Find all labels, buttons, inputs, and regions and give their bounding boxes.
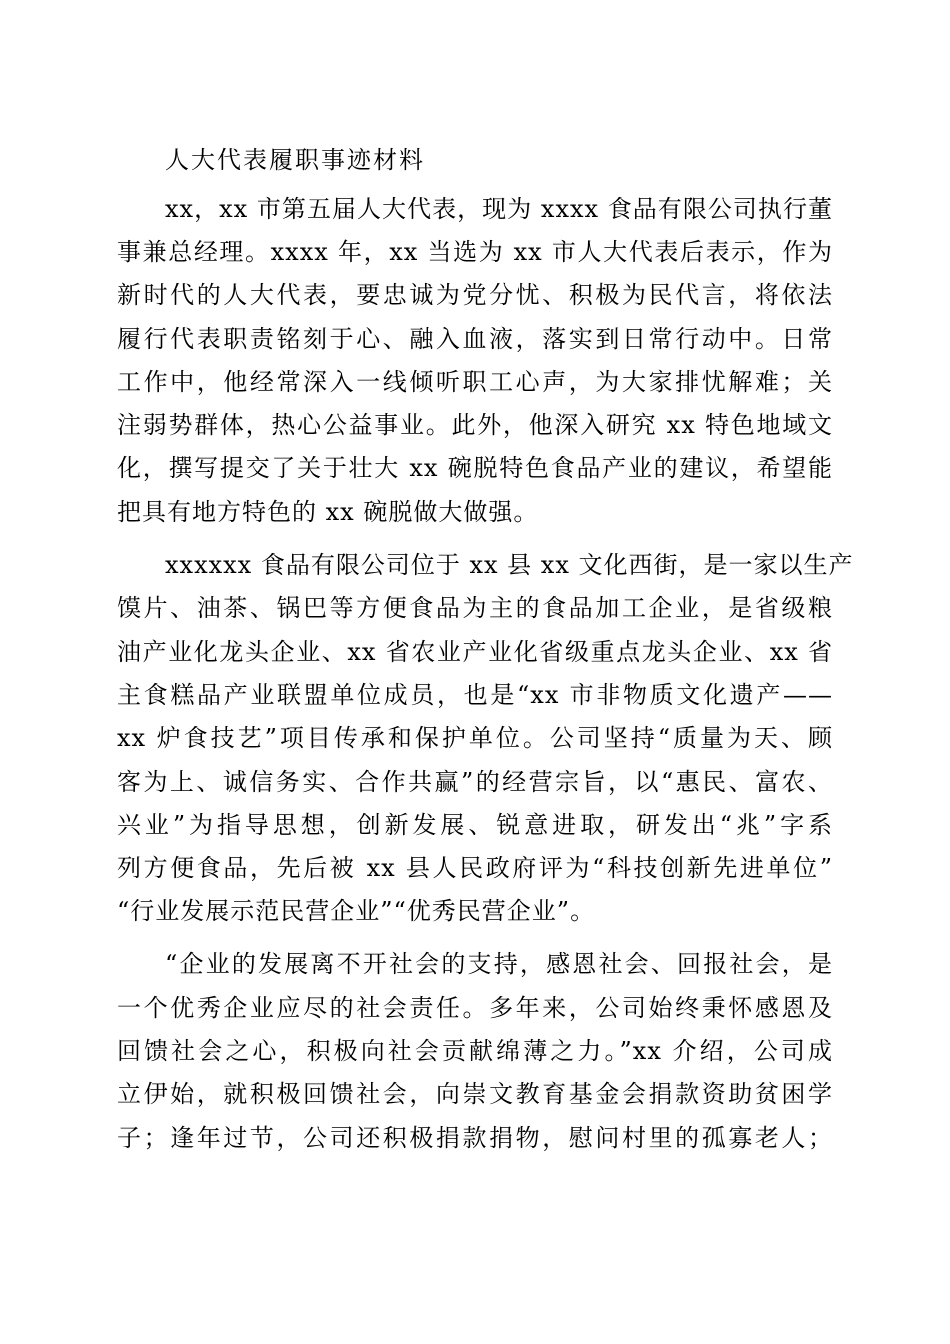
paragraph-2-line-6: 客为上、诚信务实、合作共赢”的经营宗旨，以“惠民、富农、 xyxy=(117,768,833,796)
paragraph-1-line-5: 工作中，他经常深入一线倾听职工心声，为大家排忧解难；关 xyxy=(117,368,833,396)
paragraph-1-line-1: xx，xx 市第五届人大代表，现为 xxxx 食品有限公司执行董 xyxy=(165,195,833,223)
paragraph-3-line-2: 一个优秀企业应尽的社会责任。多年来，公司始终秉怀感恩及 xyxy=(117,994,833,1022)
paragraph-1-line-3: 新时代的人大代表，要忠诚为党分忧、积极为民代言，将依法 xyxy=(117,281,833,309)
paragraph-2-line-1: xxxxxx 食品有限公司位于 xx 县 xx 文化西街，是一家以生产 xyxy=(165,551,854,579)
paragraph-3-line-3: 回馈社会之心，积极向社会贡献绵薄之力。”xx 介绍，公司成 xyxy=(117,1037,833,1065)
paragraph-2-line-5: xx 炉食技艺”项目传承和保护单位。公司坚持“质量为天、顾 xyxy=(117,724,833,752)
document-title: 人大代表履职事迹材料 xyxy=(165,146,425,174)
paragraph-1-line-8: 把具有地方特色的 xx 碗脱做大做强。 xyxy=(117,498,539,526)
paragraph-1-line-6: 注弱势群体，热心公益事业。此外，他深入研究 xx 特色地域文 xyxy=(117,411,833,439)
paragraph-2-line-9: “行业发展示范民营企业”“优秀民营企业”。 xyxy=(117,897,596,925)
paragraph-2-line-2: 馍片、油茶、锅巴等方便食品为主的食品加工企业，是省级粮 xyxy=(117,594,833,622)
paragraph-3-line-5: 子；逢年过节，公司还积极捐款捐物，慰问村里的孤寡老人； xyxy=(117,1124,833,1152)
paragraph-2-line-7: 兴业”为指导思想，创新发展、锐意进取，研发出“兆”字系 xyxy=(117,811,833,839)
paragraph-2-line-4: 主食糕品产业联盟单位成员，也是“xx 市非物质文化遗产—— xyxy=(117,681,833,709)
paragraph-1-line-7: 化，撰写提交了关于壮大 xx 碗脱特色食品产业的建议，希望能 xyxy=(117,454,833,482)
paragraph-2-line-3: 油产业化龙头企业、xx 省农业产业化省级重点龙头企业、xx 省 xyxy=(117,638,833,666)
paragraph-2-line-8: 列方便食品，先后被 xx 县人民政府评为“科技创新先进单位” xyxy=(117,854,833,882)
paragraph-3-line-1: “企业的发展离不开社会的支持，感恩社会、回报社会，是 xyxy=(165,950,833,978)
paragraph-1-line-4: 履行代表职责铭刻于心、融入血液，落实到日常行动中。日常 xyxy=(117,325,833,353)
paragraph-3-line-4: 立伊始，就积极回馈社会，向崇文教育基金会捐款资助贫困学 xyxy=(117,1080,833,1108)
paragraph-1-line-2: 事兼总经理。xxxx 年，xx 当选为 xx 市人大代表后表示，作为 xyxy=(117,238,833,266)
